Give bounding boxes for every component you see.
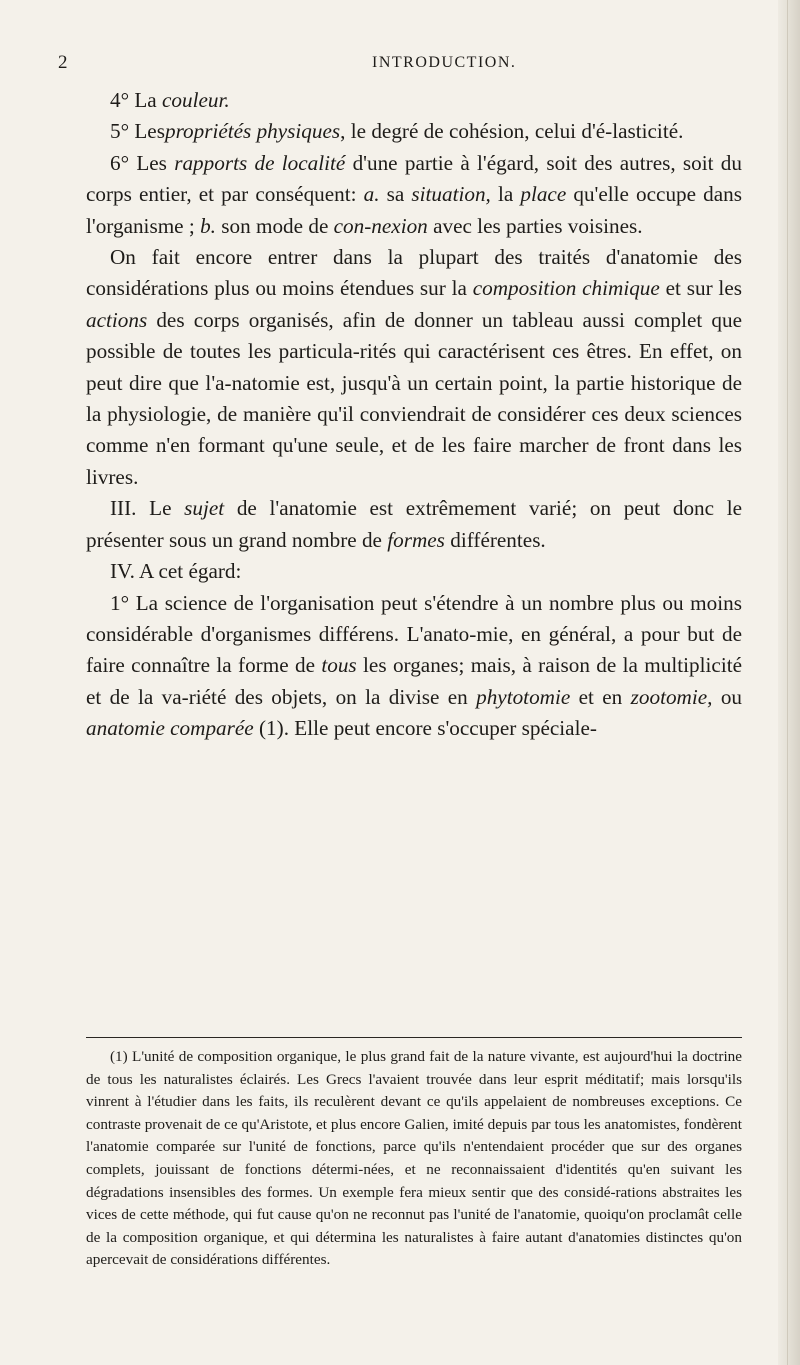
text-run: III. Le: [110, 496, 185, 521]
text-run: IV. A cet égard:: [110, 559, 242, 584]
text-run: 6° Les: [110, 150, 175, 175]
text-run-italic: actions: [86, 307, 148, 332]
footnote-1: [86, 1046, 742, 1272]
text-run-italic: sujet: [184, 496, 225, 521]
text-run: , le degré de cohésion, celui d'é-lasticité.: [340, 119, 684, 144]
paragraph-list-item-5: [86, 116, 742, 147]
text-run: avec les parties voisines.: [427, 213, 643, 238]
text-run: des corps organisés, afin de donner un tableau aussi complet que possible de toutes les particula-rités qui caractérisent ces êtres. En effet, on peut dire que l'a-natomie est, jusqu'à un certain point, la partie historique de la physiologie, de manière qu'il conviendrait de considérer ces deux sciences comme n'en formant qu'une seule, et de les faire marcher de front dans les livres.: [86, 307, 742, 489]
text-run: 5° Les: [110, 119, 165, 144]
text-run: 1° La science de l'organisation peut s'étendre à un nombre plus ou moins considérable d'organismes différens. L'anato-mie, en général, a pour but de faire connaître la forme de: [86, 590, 742, 678]
body-text: [86, 85, 742, 745]
footnote-divider: [86, 1037, 742, 1038]
text-run: (1). Elle peut encore s'occuper spéciale-: [253, 716, 597, 741]
text-run-italic: rapports de localité: [174, 150, 346, 175]
text-run: On fait encore entrer dans la plupart des traités d'anatomie des considérations plus ou moins étendues sur la: [86, 245, 742, 301]
text-run: 4° La: [110, 88, 163, 112]
text-run: d'une partie à l'égard, soit des autres, soit du corps entier, et par conséquent:: [86, 150, 742, 207]
text-run: différentes.: [444, 527, 546, 552]
page-header: [0, 52, 800, 78]
text-run-italic: composition chimique: [472, 276, 660, 301]
text-run-italic: situation,: [411, 182, 491, 207]
footnotes: [86, 1046, 742, 1272]
text-run: et sur les: [659, 276, 742, 301]
text-run: de l'anatomie est extrêmement varié; on peut donc le présenter sous un grand nombre de: [86, 496, 742, 552]
text-run-italic: phytotomie: [476, 684, 571, 709]
text-run: ou: [712, 684, 742, 709]
page-edge-shadow: [778, 0, 800, 1365]
text-run-italic: zootomie,: [630, 684, 713, 709]
text-run-italic: con-nexion: [333, 213, 428, 238]
text-run: et en: [570, 684, 631, 709]
text-run: sa: [379, 182, 412, 207]
text-run-italic: anatomie comparée: [86, 716, 254, 741]
text-run-italic: place: [520, 182, 567, 207]
text-run-italic: couleur.: [162, 88, 230, 112]
paragraph-anatomy-treatises: [86, 242, 742, 493]
text-run-italic: propriétés physiques: [164, 119, 341, 144]
page-number: 2: [58, 52, 68, 73]
paragraph-list-item-4: [86, 85, 742, 116]
text-run-italic: b.: [200, 213, 216, 238]
paragraph-list-item-1: [86, 588, 742, 745]
text-run: la: [490, 182, 521, 207]
text-run: qu'elle occupe dans l'organisme ;: [86, 182, 742, 238]
paragraph-section-4: [86, 556, 742, 587]
text-run-italic: a.: [363, 182, 380, 207]
paragraph-section-3: [86, 493, 742, 556]
text-run-italic: formes: [387, 527, 445, 552]
text-run-italic: tous: [321, 653, 357, 678]
text-run: les organes; mais, à raison de la multiplicité et de la va-riété des objets, on la divise en: [86, 653, 742, 709]
footnote-text: (1) L'unité de composition organique, le plus grand fait de la nature vivante, est aujourd'hui la doctrine de tous les naturalistes éclairés. Les Grecs l'avaient trouvée dans leur esprit méditatif; mais lorsqu'ils vinrent à l'étudier dans les faits, ils reculèrent devant ce qu'ils appelaient de nombreuses exceptions. Ce contraste provenait de ce qu'Aristote, et plus encore Galien, imité depuis par tous les anatomistes, fondèrent l'anatomie comparée sur l'unité de fonctions, parce qu'ils n'entendaient procéder que sur des organes complets, jouissant de fonctions détermi-nées, et ne reconnaissaient d'identités qu'en suivant les dégradations insensibles des formes. Un exemple fera mieux sentir que des considé-rations abstraites les vices de cette méthode, qui fut cause qu'on ne reconnut pas l'unité de l'anatomie, quoiqu'on proclamât celle de la composition organique, et qui détermina les naturalistes à faire autant d'anatomies distinctes qu'on apercevait de considérations différentes.: [86, 1048, 742, 1269]
running-title: INTRODUCTION.: [372, 54, 517, 71]
paragraph-list-item-6: [86, 148, 742, 242]
page-edge-line: [787, 0, 788, 1365]
text-run: son mode de: [215, 213, 334, 238]
